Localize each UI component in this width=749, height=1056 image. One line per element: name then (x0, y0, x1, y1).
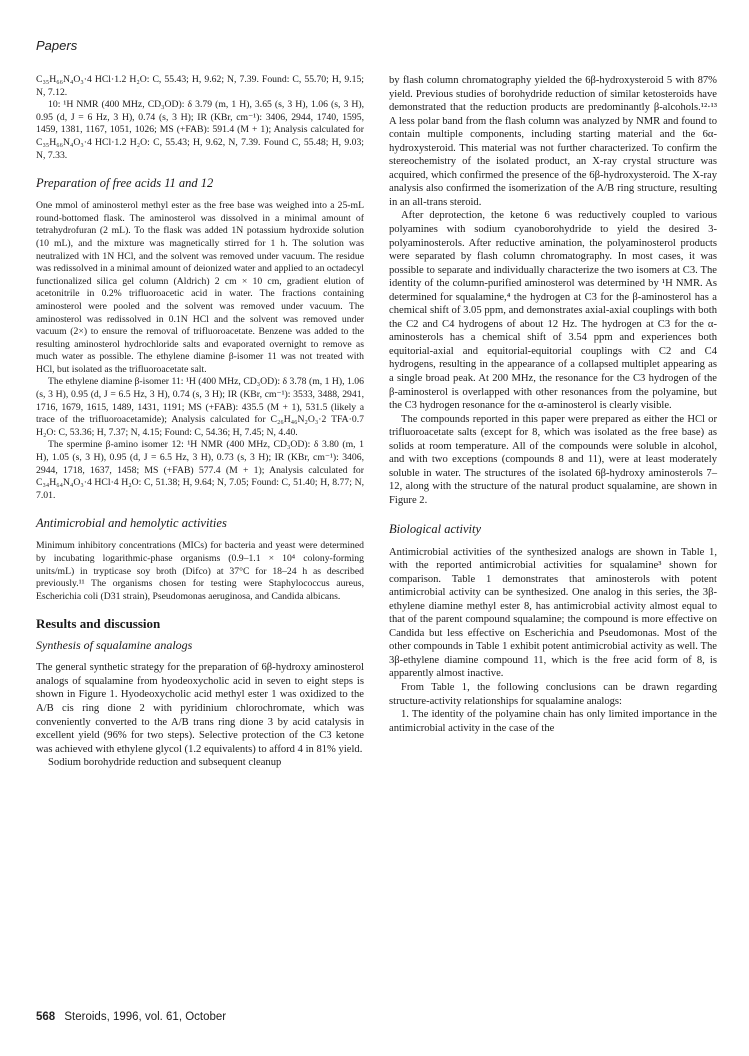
page-footer (36, 1011, 226, 1023)
antimicrobial-methods-block (36, 540, 364, 603)
paragraph: Antimicrobial activities of the synthesized analogs are shown in Table 1, with the reported antimicrobial activities for squalamine³ shown for comparison. Table 1 demonstrates that aminosterols with potent antimicrobial activity can be synthesized. One analog in this series, the 3β-ethylene diamine methyl ester 8, has antimicrobial activity almost equal to that of the parent compound squalamine; the compound is more effective on Candida but less effective on Escherichia and Pseudomonas. Most of the other compounds in Table 1 exhibit potent antimicrobial activity as well. The 3β-ethylene diamine compound 11, which is the free acid form of 8, is apparently almost inactive. (389, 546, 717, 680)
paragraph: 10: ¹H NMR (400 MHz, CD₃OD): δ 3.79 (m, 1 H), 3.65 (s, 3 H), 1.06 (s, 3 H), 0.95 (d, J = 6 Hz, 3 H), 0.74 (s, 3 H); IR (KBr, cm⁻¹): 3406, 2944, 1740, 1595, 1459, 1381, 1167, 1051, 1026; MS (+FAB): 591.4 (M + 1); Analysis calculated for C₃₅H₆₆N₄O₃·4 HCl·1.2 H₂O: C, 55.43; H, 9.62, N, 7.39. Found C, 55.48; H, 9.03; N, 7.33. (36, 99, 364, 161)
section-heading-biological: Biological activity (389, 521, 481, 536)
experimental-data-block (36, 74, 364, 162)
journal-citation: Steroids, 1996, vol. 61, October (64, 1011, 227, 1023)
section-heading-preparation: Preparation of free acids 11 and 12 (36, 176, 214, 191)
paragraph: The general synthetic strategy for the preparation of 6β-hydroxy aminosterol analogs of squalamine from hyodeoxycholic acid in seven to eight steps is shown in Figure 1. Hyodeoxycholic acid methyl ester 1 was oxidized to the A/B cis ring dione 2 with pyridinium chlorochromate, which was conveniently converted to the A/B trans ring dione 3 by acid catalysis in excellent yield (96% for two steps). Selective protection of the C3 ketone was achieved with ethylene glycol (1.2 equivalents) to afford 4 in 81% yield. (36, 662, 364, 755)
paragraph: C₃₅H₆₆N₄O₃·4 HCl·1.2 H₂O: C, 55.43; H, 9.62; N, 7.39. Found: C, 55.70; H, 9.15; N, 7.12. (36, 74, 364, 98)
page-number: 568 (36, 1011, 56, 1023)
section-heading-results: Results and discussion (36, 616, 161, 632)
paragraph: From Table 1, the following conclusions can be drawn regarding structure-activity relationships for squalamine analogs: (389, 681, 717, 707)
paragraph: The compounds reported in this paper were prepared as either the HCl or trifluoroacetate salts (except for 8, which was isolated as the free base) as solids at room temperature. All of the compounds were soluble in alcohol, and with two exceptions (compounds 8 and 11), were at least moderately soluble in water. The structures of the isolated 6β-hydroxy aminosterols 7–12, along with the structure of the natural product squalamine, are shown in Figure 2. (389, 413, 717, 506)
preparation-block (36, 200, 364, 502)
paragraph: Minimum inhibitory concentrations (MICs) for bacteria and yeast were determined by incubating logarithmic-phase organisms (0.9–1.1 × 10⁴ colony-forming units/mL) in trypticase soy broth (Difco) at 37°C for 18–24 h as described previously.¹¹ The organisms chosen for testing were Staphylococcus aureus, Escherichia coli (D31 strain), Pseudomonas aeruginosa, and Candida albicans. (36, 540, 364, 602)
section-heading-antimicrobial: Antimicrobial and hemolytic activities (36, 516, 227, 531)
paragraph: Sodium borohydride reduction and subsequent cleanup (48, 757, 282, 769)
running-header: Papers (36, 38, 78, 53)
paragraph: 1. The identity of the polyamine chain has only limited importance in the antimicrobial activity in the case of the (389, 709, 717, 734)
subsection-heading-synthesis: Synthesis of squalamine analogs (36, 638, 193, 653)
paragraph: by flash column chromatography yielded the 6β-hydroxysteroid 5 with 87% yield. Previous studies of borohydride reduction of similar ketosteroids have demonstrated that the reduction products are predominantly β-alcohols.¹²·¹³ A less polar band from the flash column was analyzed by NMR and found to contain multiple components, including starting material and the 6α-hydroxysteroid. This material was not further characterized. To confirm the stereochemistry of the isolated product, an X-ray crystal structure was acquired, which confirmed the presence of the 6β-hydroxysteroid. The X-ray analysis also confirmed the isomerization of the A/B ring structure, resulting in an all-trans steroid. (389, 75, 717, 208)
paragraph: After deprotection, the ketone 6 was reductively coupled to various polyamines with sodium cyanoborohydride to yield the desired 3-polyaminosterols. After reductive amination, the polyaminosterol products were separated by flash column chromatography. In most cases, it was possible to separate and individually characterize the two isomers at C3. The identity of the column-purified aminosterol was determined by ¹H NMR. As determined for squalamine,⁴ the hydrogen at C3 for the β-aminosterol has a chemical shift of 3.05 ppm, and demonstrates axial-axial couplings with both the C2 and C4 hydrogens of about 12 Hz. The hydrogen at C3 for the α-aminosterols has a chemical shift of 3.54 ppm and experiences both equitorial-axial and equitorial-equitorial couplings with C2 and C4 hydrogens, resulting in the appearance of a collapsed multiplet appearing as a single broad peak. At 200 MHz, the resonance for the C3 hydrogen of the β-aminosterol is overlapped with other resonances from the polyamine, but the C3 hydrogen resonance for the α-aminosterol is clearly visible. (389, 210, 717, 412)
right-column (389, 74, 717, 735)
paragraph: One mmol of aminosterol methyl ester as the free base was weighed into a 25-mL round-bottomed flask. The aminosterol was dissolved in a minimal amount of tetrahydrofuran (2 mL). To the flask was added 1N potassium hydroxide solution (10 mL), and the mixture was magnetically stirred for 1 h. The solution was neutralized with 1N HCl, and the solvent was removed under vacuum. The residue was redissolved in a minimal amount of deionized water and applied to an octadecyl functionalized silica gel column (Aldrich) 2 cm × 10 cm, gradient elution of acetonitrile in 0.2% trifluoroacetic acid in water. The fractions containing aminosterol were pooled and the solvent was removed under vacuum. The aminosterol was redissolved in 0.1N HCl and the solvent was removed under vacuum (2×) to ensure the removal of trifluoroacetate. Benzene was added to the resulting aminosterol hydrochloride salts and evaporated overnight to remove as much water as possible. The ethylene diamine β-isomer 11 was not treated with HCl, but isolated as the trifluoroacetate salt. (36, 200, 364, 375)
paragraph: The spermine β-amino isomer 12: ¹H NMR (400 MHz, CD₃OD): δ 3.80 (m, 1 H), 1.05 (s, 3 H), 0.95 (d, J = 6.5 Hz, 3 H), 0.73 (s, 3 H); IR (KBr, cm⁻¹): 3406, 2944, 1718, 1637, 1458; MS (+FAB) 577.4 (M + 1); Analysis calculated for C₃₄H₆₄N₄O₃·4 HCl·4 H₂O: C, 51.38; H, 9.64; N, 7.05; Found: C, 51.40; H, 8.77; N, 7.01. (36, 439, 364, 501)
paragraph: The ethylene diamine β-isomer 11: ¹H (400 MHz, CD₃OD): δ 3.78 (m, 1 H), 1.06 (s, 3 H), 0.95 (d, J = 6.5 Hz, 3 H), 0.74 (s, 3 H); IR (KBr, cm⁻¹): 3533, 3488, 2941, 1716, 1679, 1615, 1489, 1431, 1191; MS (+FAB): 435.5 (M + 1), 531.5 (likely a trace of the trifluoroacetamide); Analysis calculated for C₂₆H₄₆N₂O₃·2 TFA·0.7 H₂O: C, 53.36; H, 7.37; N, 4.15; Found: C, 54.36; H, 7.45; N, 4.40. (36, 376, 364, 438)
left-column (36, 74, 364, 770)
